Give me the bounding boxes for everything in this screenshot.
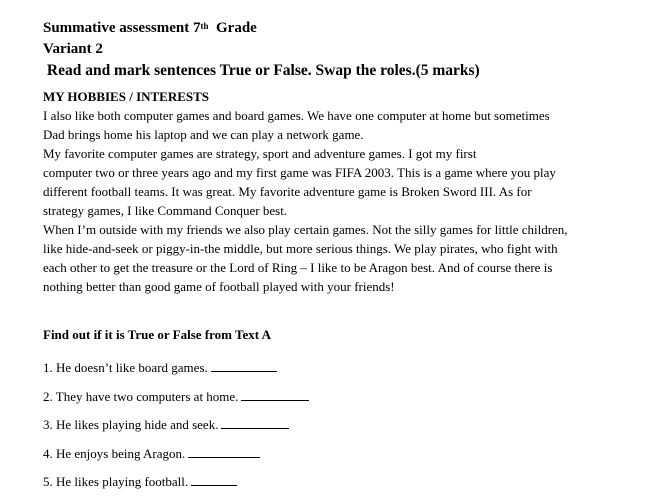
task-instruction bbox=[43, 60, 643, 81]
text-line: computer two or three years ago and my first game was FIFA 2003. This is a game where you play bbox=[43, 165, 556, 180]
answer-blank[interactable] bbox=[211, 359, 277, 372]
text-line: each other to get the treasure or the Lord of Ring – I like to be Aragon best. And of course there is bbox=[43, 260, 553, 275]
question-text: 4. He enjoys being Aragon. bbox=[43, 445, 186, 461]
question-item bbox=[43, 411, 643, 440]
text-a-body bbox=[43, 106, 643, 296]
answer-blank[interactable] bbox=[188, 445, 260, 458]
question-text: 2. They have two computers at home. bbox=[43, 388, 239, 404]
assessment-title-text: Summative assessment 7 bbox=[43, 20, 201, 36]
text-line: Dad brings home his laptop and we can play a network game. bbox=[43, 127, 364, 142]
question-item bbox=[43, 440, 643, 469]
question-list bbox=[43, 354, 643, 497]
text-line: My favorite computer games are strategy, sport and adventure games. I got my first bbox=[43, 146, 477, 161]
question-item bbox=[43, 468, 643, 497]
assessment-title bbox=[43, 18, 643, 39]
task-instruction-text: Read and mark sentences True or False. Swap the roles.(5 marks) bbox=[46, 62, 480, 79]
assessment-title-grade: Grade bbox=[216, 20, 257, 36]
text-line: strategy games, I like Command Conquer best. bbox=[43, 203, 288, 218]
text-line: like hide-and-seek or piggy-in-the middle, but more serious things. We play pirates, who fight with bbox=[43, 241, 558, 256]
true-false-heading: Find out if it is True or False from Text A bbox=[43, 327, 271, 342]
variant-label: Variant 2 bbox=[43, 41, 103, 57]
answer-blank[interactable] bbox=[241, 388, 309, 401]
text-line: different football teams. It was great. My favorite adventure game is Broken Sword III. As for bbox=[43, 184, 532, 199]
text-line: I also like both computer games and board games. We have one computer at home but sometimes bbox=[43, 108, 550, 123]
text-heading: MY HOBBIES / INTERESTS bbox=[43, 89, 210, 104]
question-item bbox=[43, 354, 643, 383]
answer-blank[interactable] bbox=[221, 416, 289, 429]
question-text: 1. He doesn’t like board games. bbox=[43, 360, 208, 375]
assessment-title-superscript: th bbox=[200, 21, 209, 31]
worksheet-page bbox=[43, 18, 643, 497]
text-line: When I’m outside with my friends we also play certain games. Not the silly games for little children, bbox=[43, 222, 568, 237]
answer-blank[interactable] bbox=[191, 473, 237, 486]
text-line: nothing better than good game of football played with your friends! bbox=[43, 279, 395, 294]
question-item bbox=[43, 383, 643, 412]
question-text: 5. He likes playing football. bbox=[43, 474, 189, 489]
question-text: 3. He likes playing hide and seek. bbox=[43, 417, 219, 432]
